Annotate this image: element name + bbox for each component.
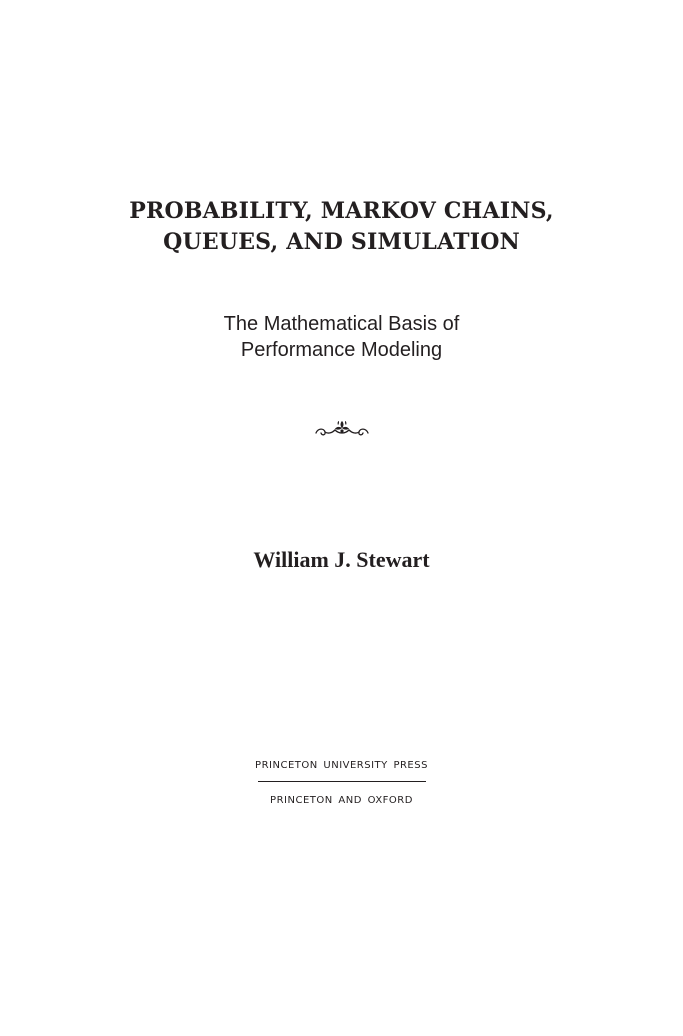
book-subtitle-line-2: Performance Modeling	[240, 339, 443, 361]
book-title-line-2: QUEUES, AND SIMULATION	[163, 229, 520, 255]
book-title	[0, 196, 683, 258]
publisher-locations: PRINCETON AND OXFORD	[270, 795, 413, 806]
publisher-name: PRINCETON UNIVERSITY PRESS	[255, 760, 428, 771]
book-subtitle-line-1: The Mathematical Basis of	[223, 313, 460, 335]
book-subtitle	[0, 311, 683, 363]
book-title-line-1: PROBABILITY, MARKOV CHAINS,	[129, 198, 554, 224]
author-name: William J. Stewart	[253, 547, 430, 572]
floral-ornament-icon	[313, 418, 371, 440]
publisher-divider	[258, 781, 426, 782]
